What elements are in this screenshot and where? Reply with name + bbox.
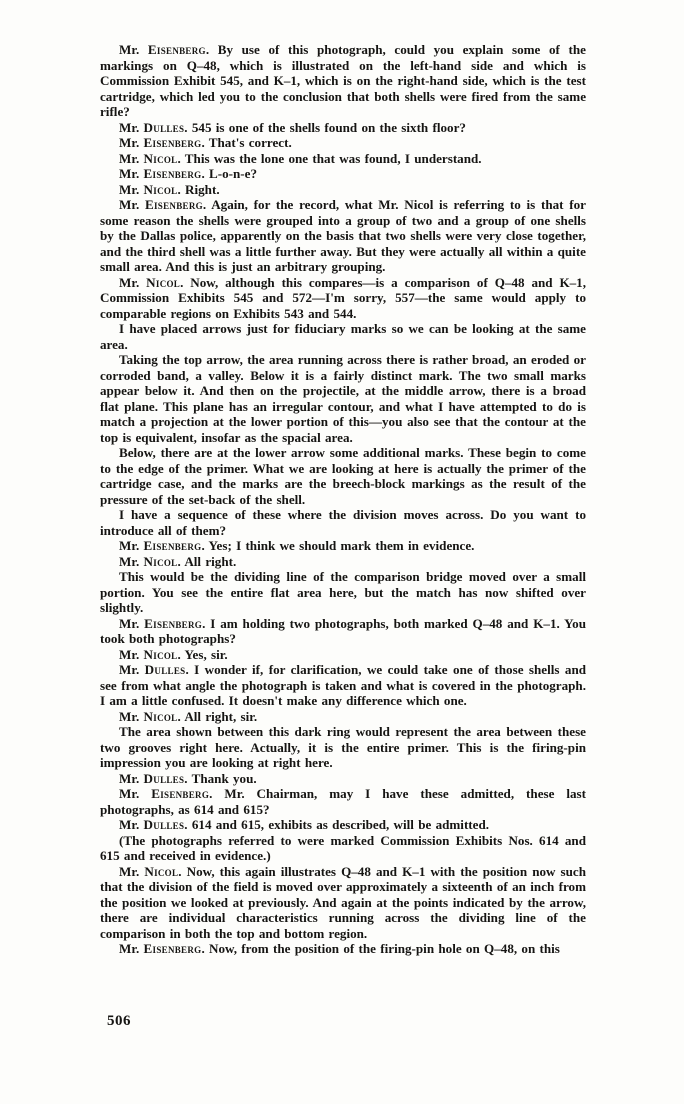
transcript-paragraph: I have a sequence of these where the division moves across. Do you want to introduce all of them? xyxy=(100,507,586,538)
speaker-name: Mr. Nicol. xyxy=(119,150,181,166)
transcript-body xyxy=(100,42,586,957)
transcript-paragraph: Mr. Eisenberg. L-o-n-e? xyxy=(119,166,258,181)
speaker-name: Mr. Eisenberg. xyxy=(119,42,210,57)
transcript-paragraph: (The photographs referred to were marked Commission Exhibits Nos. 614 and 615 and received in evidence.) xyxy=(100,832,586,863)
transcript-paragraph: I have placed arrows just for fiduciary marks so we can be looking at the same area. xyxy=(100,321,586,352)
speaker-name: Mr. Eisenberg. xyxy=(119,941,205,956)
transcript-paragraph: Mr. Nicol. All right, sir. xyxy=(119,708,258,724)
speaker-name: Mr. Dulles. xyxy=(119,662,189,677)
transcript-paragraph: The area shown between this dark ring would represent the area between these two grooves right here. Actually, it is the entire primer. This is the firing-pin impression you are looking at right here. xyxy=(100,724,586,770)
transcript-paragraph: Mr. Eisenberg. Yes; I think we should mark them in evidence. xyxy=(119,538,475,553)
transcript-paragraph: Below, there are at the lower arrow some additional marks. These begin to come to the edge of the primer. What we are looking at here is actually the primer of the cartridge case, and the marks are the breech-block markings as the result of the pressure of the set-back of the shell. xyxy=(100,445,586,507)
page-number: 506 xyxy=(107,1013,131,1029)
speaker-name: Mr. Nicol. xyxy=(119,646,181,662)
transcript-paragraph: Mr. Dulles. 545 is one of the shells found on the sixth floor? xyxy=(119,119,466,135)
transcript-paragraph: Mr. Nicol. This was the lone one that was found, I understand. xyxy=(119,150,482,166)
speaker-name: Mr. Nicol. xyxy=(119,708,181,724)
transcript-paragraph: Mr. Dulles. I wonder if, for clarification, we could take one of those shells and see from what angle the photograph is taken and what is covered in the photograph. I am a little confused. It doesn't make any difference which one. xyxy=(100,662,587,708)
speaker-name: Mr. Dulles. xyxy=(119,770,188,786)
transcript-paragraph: Mr. Nicol. Now, this again illustrates Q–48 and K–1 with the position now such that the division of the field is moved over approximately a sixteenth of an inch from the position we looked at previously. And again at the points indicated by the arrow, there are individual characteristics running across the dividing line of the comparison in both the top and bottom region. xyxy=(100,863,587,941)
speaker-name: Mr. Nicol. xyxy=(119,553,181,569)
speaker-name: Mr. Eisenberg. xyxy=(119,135,205,150)
speaker-name: Mr. Eisenberg. xyxy=(119,538,205,553)
speaker-name: Mr. Eisenberg. xyxy=(119,786,213,801)
speaker-name: Mr. Nicol. xyxy=(119,863,182,879)
transcript-paragraph: Mr. Nicol. Right. xyxy=(119,181,220,197)
transcript-paragraph: Mr. Eisenberg. I am holding two photographs, both marked Q–48 and K–1. You took both photographs? xyxy=(100,615,586,646)
transcript-paragraph: Mr. Eisenberg. That's correct. xyxy=(119,135,292,150)
speaker-name: Mr. Nicol. xyxy=(119,274,184,290)
transcript-paragraph: Mr. Nicol. All right. xyxy=(119,553,237,569)
transcript-paragraph: Mr. Nicol. Now, although this compares—is a comparison of Q–48 and K–1, Commission Exhibits 545 and 572—I'm sorry, 557—the same would apply to comparable regions on Exhibits 543 and 544. xyxy=(100,274,587,321)
transcript-paragraph: Mr. Eisenberg. Mr. Chairman, may I have these admitted, these last photographs, as 614 and 615? xyxy=(100,786,586,817)
transcript-paragraph: Mr. Eisenberg. Now, from the position of the firing-pin hole on Q–48, on this xyxy=(119,941,560,956)
speaker-name: Mr. Dulles. xyxy=(119,817,188,832)
speaker-name: Mr. Dulles. xyxy=(119,119,188,135)
transcript-paragraph: Mr. Eisenberg. By use of this photograph, could you explain some of the markings on Q–48, which is illustrated on the left-hand side and which is Commission Exhibit 545, and K–1, which is on the right-hand side, which is the test cartridge, which led you to the conclusion that both shells were fired from the same rifle? xyxy=(100,42,586,119)
transcript-paragraph: Mr. Dulles. Thank you. xyxy=(119,770,257,786)
transcript-paragraph: This would be the dividing line of the comparison bridge moved over a small portion. You see the entire flat area here, but the match has now shifted over slightly. xyxy=(100,569,586,615)
speaker-name: Mr. Nicol. xyxy=(119,181,181,197)
speaker-name: Mr. Eisenberg. xyxy=(119,615,206,631)
speaker-name: Mr. Eisenberg. xyxy=(119,197,207,212)
transcript-paragraph: Mr. Eisenberg. Again, for the record, what Mr. Nicol is referring to is that for some reason the shells were grouped into a group of two and a group of one shells by the Dallas police, apparently on the basis that two shells were very close together, and the third shell was a little further away. But they were actually all within a quite small area. And this is just an arbitrary grouping. xyxy=(100,197,586,274)
transcript-paragraph: Mr. Dulles. 614 and 615, exhibits as described, will be admitted. xyxy=(119,817,490,832)
speaker-name: Mr. Eisenberg. xyxy=(119,166,205,181)
transcript-paragraph: Mr. Nicol. Yes, sir. xyxy=(119,646,228,662)
transcript-paragraph: Taking the top arrow, the area running across there is rather broad, an eroded or corroded band, a valley. Below it is a fairly distinct mark. The two small marks appear below it. And then on the projectile, at the middle arrow, there is a broad flat plane. This plane has an irregular contour, and what I have attempted to do is match a projection at the lower portion of this—you also see that the contour at the top is equivalent, insofar as the spacial area. xyxy=(100,352,586,445)
